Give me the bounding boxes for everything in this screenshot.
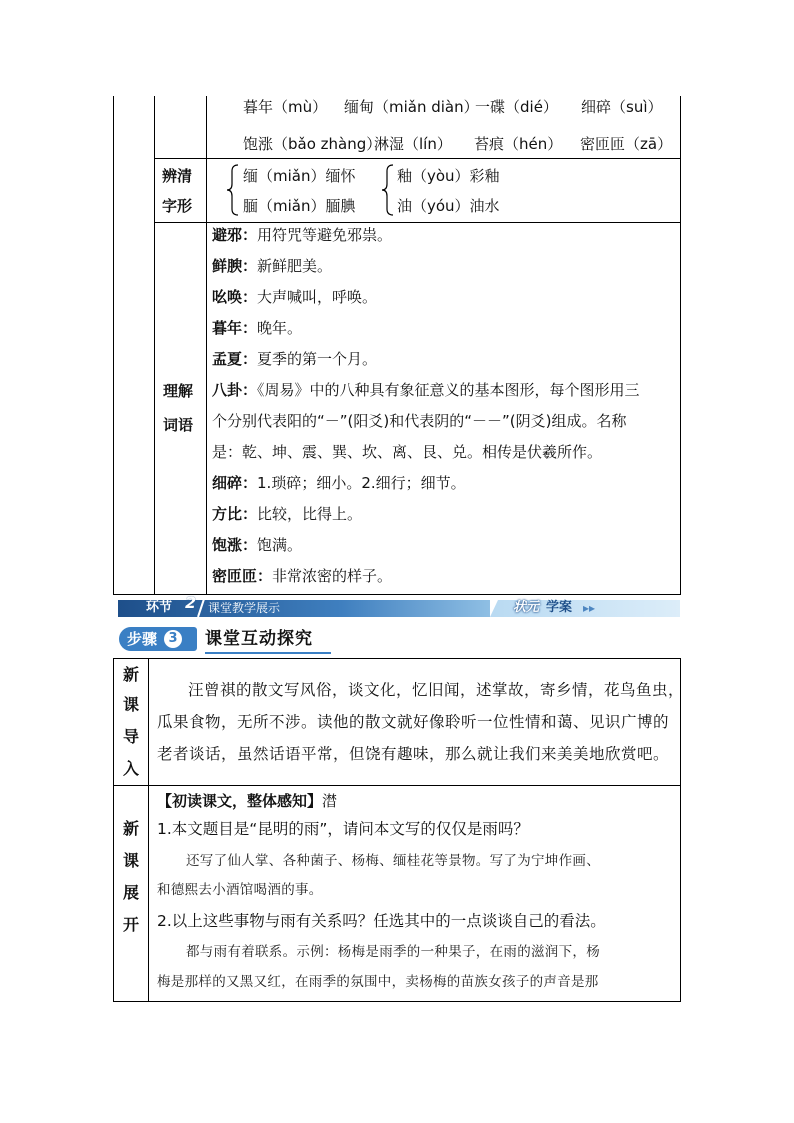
pinyin-word: 暮年（mù） xyxy=(243,98,328,116)
answer-1-line: 还写了仙人掌、各种菌子、杨梅、缅桂花等景物。写了为宁坤作画、 xyxy=(186,853,600,869)
banner-title: 课堂教学展示 xyxy=(208,601,281,615)
brace-icon xyxy=(226,163,240,217)
zhankai-label-char: 新 xyxy=(122,819,139,838)
step-label: 步骤 xyxy=(127,630,158,648)
ciyu-entry: 细碎：1.琐碎；细小。2.细行；细节。 xyxy=(212,474,466,492)
ciyu-label: 词语 xyxy=(163,416,194,434)
ciyu-entry: 鲜腴：新鲜肥美。 xyxy=(212,257,333,275)
pinyin-word: 淋湿（lín） xyxy=(374,135,452,153)
daoru-label-char: 新 xyxy=(122,665,139,684)
brace-icon xyxy=(381,163,395,217)
brand-part-b: 学案 xyxy=(546,600,573,615)
daoru-label-char: 课 xyxy=(122,695,139,714)
question-2: 2.以上这些事物与雨有关系吗？任选其中的一点谈谈自己的看法。 xyxy=(157,912,606,930)
slash-icon xyxy=(196,598,206,618)
ciyu-label: 理解 xyxy=(163,382,194,400)
pinyin-word: 缅甸（miǎn diàn） xyxy=(344,98,479,116)
pinyin-word: 密匝匝（zā） xyxy=(580,135,673,153)
pinyin-word: 饱涨（bǎo zhàng） xyxy=(243,135,382,153)
ciyu-entry: 八卦：《周易》中的八种具有象征意义的基本图形，每个图形用三 xyxy=(212,381,640,399)
zhankai-label-char: 展 xyxy=(122,883,139,902)
daoru-label-char: 导 xyxy=(122,727,139,746)
zixing-label: 辨清 xyxy=(162,167,193,185)
arrows-icon: ▸▸ xyxy=(583,601,596,615)
zixing-item: 釉（yòu）彩釉 xyxy=(397,167,500,185)
pinyin-word: 细碎（suì） xyxy=(581,98,663,116)
zixing-item: 缅（miǎn）缅怀 xyxy=(243,167,356,185)
daoru-label-char: 入 xyxy=(122,759,139,778)
banner-bar-left xyxy=(118,600,490,617)
banner-huanjie: 环节 xyxy=(146,600,173,615)
answer-2-line: 梅是那样的又黑又红，在雨季的氛围中，卖杨梅的苗族女孩子的声音是那 xyxy=(157,974,599,990)
ciyu-entry: 密匝匝：非常浓密的样子。 xyxy=(212,567,393,585)
daoru-line: 汪曾祺的散文写风俗，谈文化，忆旧闻，述掌故，寄乡情，花鸟鱼虫， xyxy=(188,681,685,699)
ciyu-entry: 方比：比较，比得上。 xyxy=(212,505,363,523)
step-underline xyxy=(205,652,331,654)
step-num: 3 xyxy=(164,630,182,648)
answer-1-line: 和德熙去小酒馆喝酒的事。 xyxy=(157,882,323,898)
ciyu-entry: 吆唤：大声喊叫，呼唤。 xyxy=(212,288,378,306)
ciyu-entry-cont: 是：乾、坤、震、巽、坎、离、艮、兑。相传是伏羲所作。 xyxy=(212,443,603,461)
zixing-label: 字形 xyxy=(162,197,193,215)
answer-2-line: 都与雨有着联系。示例：杨梅是雨季的一种果子，在雨的滋润下，杨 xyxy=(186,944,600,960)
banner-num: 2 xyxy=(185,593,197,612)
daoru-line: 老者谈话，虽然话语平常，但饶有趣味，那么就让我们来美美地欣赏吧。 xyxy=(157,745,670,763)
brand-part-a: 状元 xyxy=(513,600,540,615)
section-heading: 【初读课文，整体感知】澘 xyxy=(157,792,338,810)
ciyu-entry: 孟夏：夏季的第一个月。 xyxy=(212,350,378,368)
pinyin-word: 一碟（dié） xyxy=(475,98,558,116)
step-title: 课堂互动探究 xyxy=(205,629,313,649)
ciyu-entry: 避邪：用符咒等避免邪祟。 xyxy=(212,226,393,244)
pinyin-word: 苔痕（hén） xyxy=(474,135,563,153)
zhankai-label-char: 课 xyxy=(122,851,139,870)
zhankai-label-char: 开 xyxy=(122,915,139,934)
ciyu-entry: 暮年：晚年。 xyxy=(212,319,303,337)
daoru-line: 瓜果食物，无所不涉。读他的散文就好像聆听一位性情和蔼、见识广博的 xyxy=(157,713,670,731)
ciyu-entry: 饱涨：饱满。 xyxy=(212,536,303,554)
ciyu-entry-cont: 个分别代表阳的“－”(阳爻)和代表阴的“－－”(阴爻)组成。名称 xyxy=(212,412,627,430)
zixing-item: 油（yóu）油水 xyxy=(397,197,500,215)
zixing-item: 腼（miǎn）腼腆 xyxy=(243,197,356,215)
question-1: 1.本文题目是“昆明的雨”，请问本文写的仅仅是雨吗？ xyxy=(157,820,529,838)
